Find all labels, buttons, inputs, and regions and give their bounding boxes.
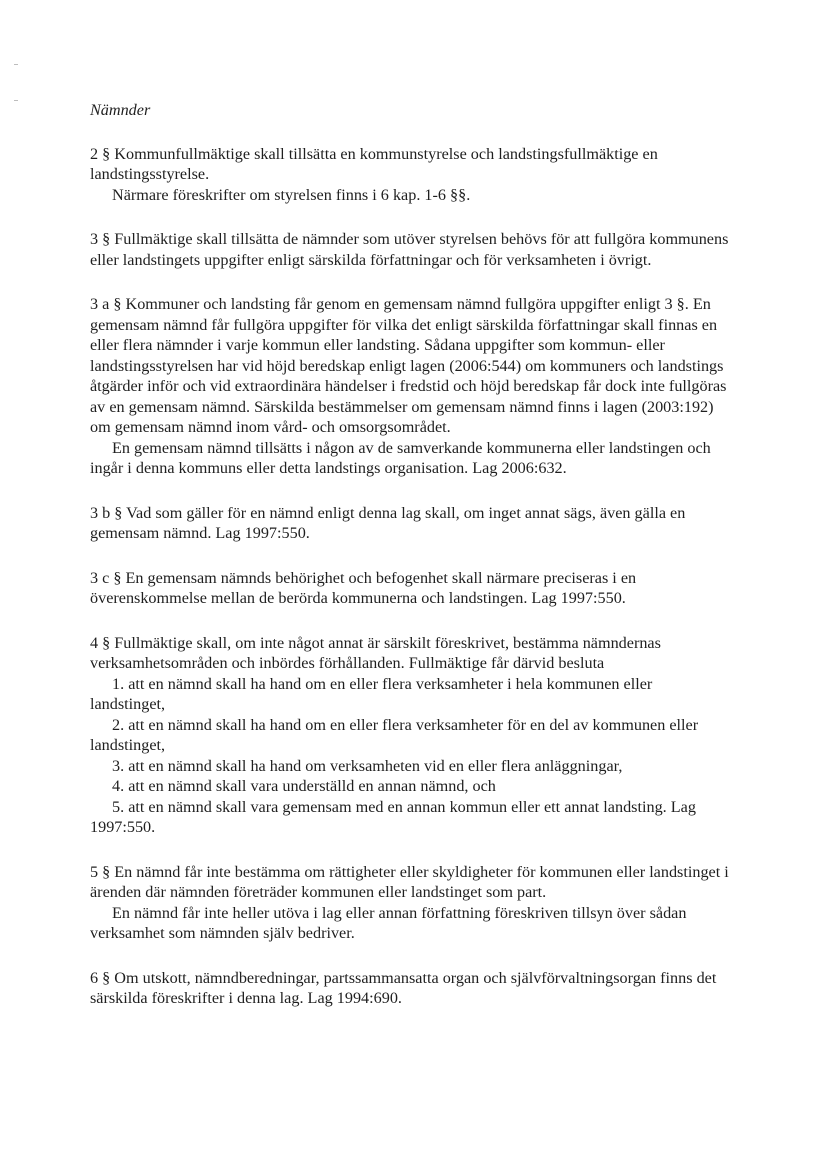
- paragraph: 3 b § Vad som gäller för en nämnd enligt denna lag skall, om inget annat sägs, även gälla en gemensam nämnd. Lag 1997:550.: [90, 503, 686, 542]
- margin-mark-bottom: [14, 100, 18, 101]
- section-heading: Nämnder: [90, 101, 151, 119]
- sections-container: [90, 144, 730, 1009]
- document-page: [90, 100, 730, 1033]
- paragraph: 5 § En nämnd får inte bestämma om rättigheter eller skyldigheter för kommunen eller landstinget i ärenden där nämnden företräder kommunen eller landstinget som part.: [90, 862, 729, 901]
- paragraph: 1. att en nämnd skall ha hand om en eller flera verksamheter i hela kommunen eller landstinget,: [90, 674, 653, 713]
- law-section: [90, 968, 730, 1009]
- paragraph: 2 § Kommunfullmäktige skall tillsätta en kommunstyrelse och landstingsfullmäktige en landstingsstyrelse.: [90, 144, 658, 183]
- law-section: [90, 144, 730, 206]
- paragraph: 4 § Fullmäktige skall, om inte något annat är särskilt föreskrivet, bestämma nämndernas verksamhetsområden och inbördes förhållanden. Fullmäktige får därvid besluta: [90, 633, 661, 672]
- paragraph: 3 a § Kommuner och landsting får genom en gemensam nämnd fullgöra uppgifter enligt 3 §. En gemensam nämnd får fullgöra uppgifter för vilka det enligt särskilda författningar skall finnas en eller flera nämnder i varje kommun eller landsting. Sådana uppgifter som kommun- eller landstingsstyrelsen har vid höjd beredskap enligt lagen (2006:544) om kommuners och landstings åtgärder inför och vid extraordinära händelser i fredstid och höjd beredskap får dock inte fullgöras av en gemensam nämnd. Särskilda bestämmelser om gemensam nämnd finns i lagen (2003:192) om gemensam nämnd inom vård- och omsorgsområdet.: [90, 295, 727, 436]
- margin-mark-top: [14, 64, 18, 65]
- paragraph: 2. att en nämnd skall ha hand om en eller flera verksamheter för en del av kommunen eller landstinget,: [90, 715, 699, 754]
- law-section: [90, 294, 730, 479]
- paragraph: 6 § Om utskott, nämndberedningar, partssammansatta organ och självförvaltningsorgan finns det särskilda föreskrifter i denna lag. Lag 1994:690.: [90, 968, 717, 1007]
- law-section: [90, 503, 730, 544]
- paragraph: 3. att en nämnd skall ha hand om verksamheten vid en eller flera anläggningar,: [112, 756, 623, 775]
- law-section: [90, 568, 730, 609]
- paragraph: Närmare föreskrifter om styrelsen finns i 6 kap. 1-6 §§.: [112, 185, 471, 204]
- law-section: [90, 633, 730, 838]
- law-section: [90, 862, 730, 944]
- paragraph: 3 c § En gemensam nämnds behörighet och befogenhet skall närmare preciseras i en överenskommelse mellan de berörda kommunerna och landstingen. Lag 1997:550.: [90, 568, 637, 607]
- law-section: [90, 229, 730, 270]
- paragraph: En gemensam nämnd tillsätts i någon av de samverkande kommunerna eller landstingen och ingår i denna kommuns eller detta landstings organisation. Lag 2006:632.: [90, 438, 711, 477]
- paragraph: En nämnd får inte heller utöva i lag eller annan författning föreskriven tillsyn över sådan verksamhet som nämnden själv bedriver.: [90, 903, 687, 942]
- paragraph: 3 § Fullmäktige skall tillsätta de nämnder som utöver styrelsen behövs för att fullgöra kommunens eller landstingets uppgifter enligt särskilda författningar och för verksamheten i övrigt.: [90, 230, 729, 269]
- paragraph: 5. att en nämnd skall vara gemensam med en annan kommun eller ett annat landsting. Lag 1997:550.: [90, 797, 696, 836]
- paragraph: 4. att en nämnd skall vara underställd en annan nämnd, och: [112, 777, 496, 795]
